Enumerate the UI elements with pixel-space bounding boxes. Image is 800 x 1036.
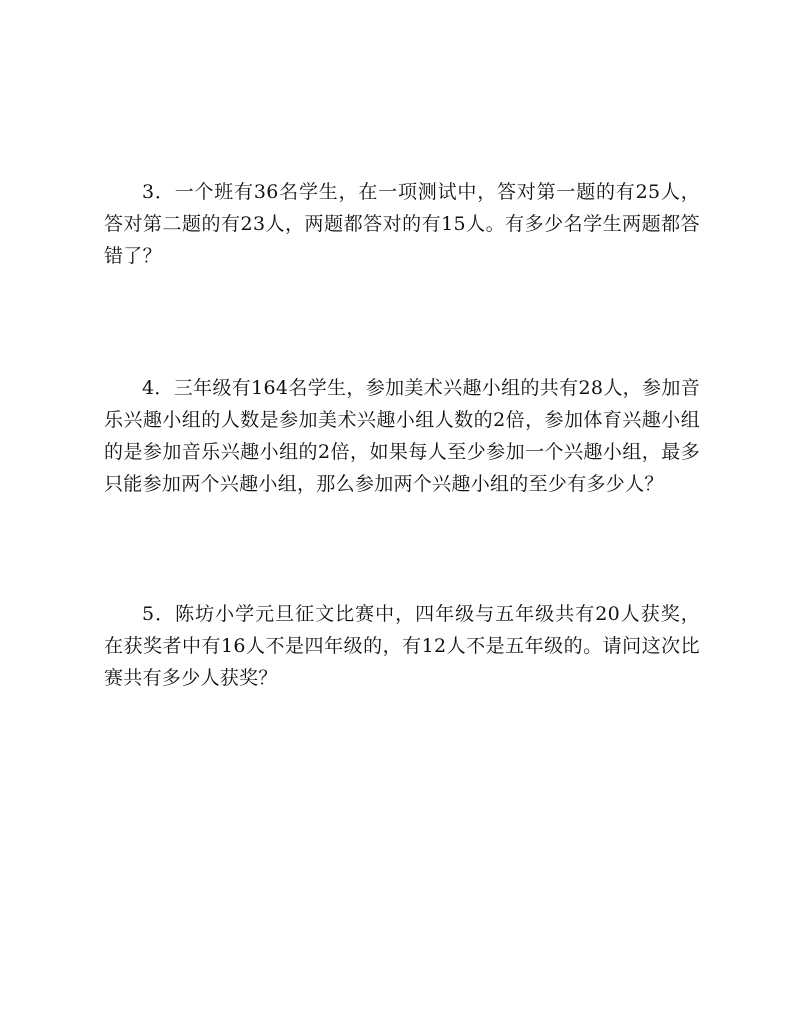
problem-3-text: 3．一个班有36名学生，在一项测试中，答对第一题的有25人，答对第二题的有23人，两题都答对的有15人。有多少名学生两题都答错了？ xyxy=(104,181,700,267)
problem-4-text: 4．三年级有164名学生，参加美术兴趣小组的共有28人，参加音乐兴趣小组的人数是参加美术兴趣小组人数的2倍，参加体育兴趣小组的是参加音乐兴趣小组的2倍，如果每人至少参加一个兴趣小组，最多只能参加两个兴趣小组，那么参加两个兴趣小组的至少有多少人？ xyxy=(104,377,700,495)
problem-5-text: 5．陈坊小学元旦征文比赛中，四年级与五年级共有20人获奖，在获奖者中有16人不是四年级的，有12人不是五年级的。请问这次比赛共有多少人获奖？ xyxy=(104,603,700,689)
